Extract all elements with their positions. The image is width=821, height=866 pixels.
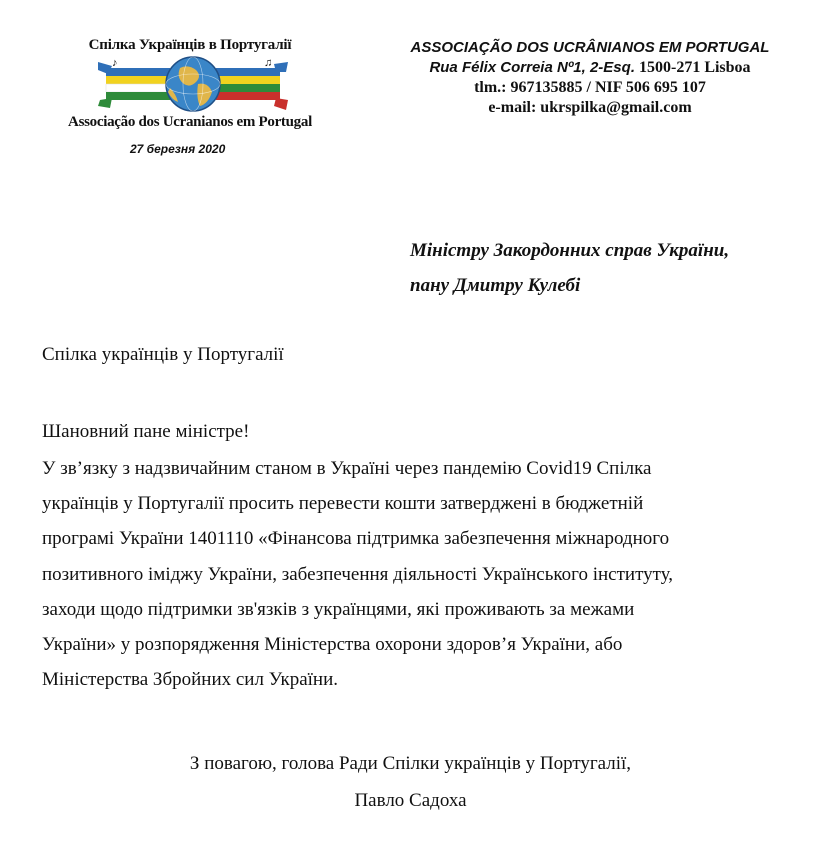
address-street: Rua Félix Correia Nº1, 2-Esq.	[429, 59, 635, 76]
body-line: заходи щодо підтримки зв'язків з українцями, які проживають за межами	[42, 598, 635, 620]
recipient-line-1: Міністру Закордонних справ України,	[410, 240, 730, 261]
body-line: українців у Португалії просить перевести кошти затверджені в бюджетній	[42, 493, 644, 515]
logo-flag-globe-icon	[98, 54, 288, 116]
svg-text:♫: ♫	[264, 57, 273, 69]
body-line: України» у розпорядження Міністерства охорони здоров’я України, або	[42, 634, 623, 656]
body-line: позитивного іміджу України, забезпечення діяльності Українського інституту,	[42, 563, 674, 585]
body-line: Міністерства Збройних сил України.	[42, 669, 339, 691]
logo-top-text: Спілка Українців в Португалії	[88, 37, 292, 53]
closing-line: З повагою, голова Ради Спілки українців у Португалії,	[189, 753, 632, 774]
logo-bottom-text: Associação dos Ucranianos em Portugal	[68, 114, 312, 130]
recipient-block	[410, 233, 729, 303]
sender-name: Спілка українців у Португалії	[42, 344, 284, 365]
letter-body	[42, 451, 802, 697]
recipient-line-2: пану Дмитру Кулебі	[410, 275, 581, 296]
organization-title: ASSOCIAÇÃO DOS UCRÂNIANOS EM PORTUGAL	[410, 39, 770, 56]
address-postal: 1500-271 Lisboa	[638, 59, 751, 76]
svg-text:♪: ♪	[112, 57, 118, 69]
letter-date: 27 березня 2020	[130, 142, 226, 156]
organization-email: e-mail: ukrspilka@gmail.com	[488, 99, 692, 116]
association-logo	[40, 32, 340, 144]
organization-phone: tlm.: 967135885 / NIF 506 695 107	[474, 79, 706, 96]
letterhead-contact	[385, 38, 795, 118]
signer-name: Павло Садоха	[354, 790, 467, 811]
body-line: У зв’язку з надзвичайним станом в Україні через пандемію Covid19 Спілка	[42, 458, 652, 479]
body-line: програмі України 1401110 «Фінансова підтримка забезпечення міжнародного	[42, 528, 670, 550]
greeting: Шановний пане міністре!	[42, 421, 250, 442]
organization-address	[385, 58, 795, 78]
